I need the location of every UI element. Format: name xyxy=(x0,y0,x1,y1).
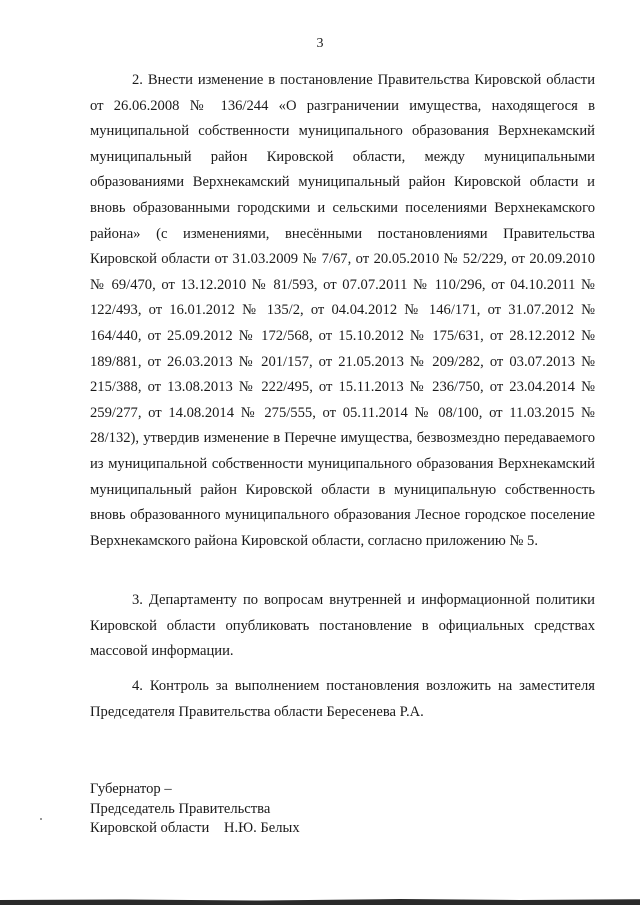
scan-speck xyxy=(40,818,42,820)
paragraph-3: 3. Департаменту по вопросам внутренней и информационной политики Кировской области опубликовать постановление в официальных средствах массовой информации. xyxy=(90,592,595,660)
signature-position-line: Председатель Правительства xyxy=(90,800,271,817)
signature-title-line: Губернатор – xyxy=(90,781,172,797)
paragraph-2: 2. Внести изменение в постановление Правительства Кировской области от 26.06.2008 № 136/244 «О разграничении имущества, находящегося в муниципальной собственности муниципального образования Верхнекамский муниципальный район Кировской области, между муниципальными образованиями Верхнекамский муниципальный район Кировской области и вновь образованными городскими и сельскими поселениями Верхнекамского района» (с изменениями, внесёнными постановлениями Правительства Кировской области от 31.03.2009 № 7/67, от 20.05.2010 № 52/229, от 20.09.2010 № 69/470, от 13.12.2010 № 81/593, от 07.07.2011 № 110/296, от 04.10.2011 № 122/493, от 16.01.2012 № 135/2, от 04.04.2012 № 146/171, от 31.07.2012 № 164/440, от 25.09.2012 № 172/568, от 15.10.2012 № 175/631, от 28.12.2012 № 189/881, от 26.03.2013 № 201/157, от 21.05.2013 № 209/282, от 03.07.2013 № 215/388, от 13.08.2013 № 222/495, от 15.11.2013 № 236/750, от 23.04.2014 № 259/277, от 14.08.2014 № 275/555, от 05.11.2014 № 08/100, от 11.03.2015 № 28/132), утвердив изменение в Перечне имущества, безвозмездно передаваемого из муниципальной собственности муниципального образования Верхнекамский муниципальный район Кировской области в муниципальную собственность вновь образованного муниципального образования Лесное городское поселение Верхнекамского района Кировской области, согласно приложению № 5. xyxy=(90,72,595,549)
signature-name-line: Кировской области Н.Ю. Белых xyxy=(90,820,300,836)
page-number: 3 xyxy=(316,36,324,51)
paragraph-4: 4. Контроль за выполнением постановления возложить на заместителя Председателя Правительства области Бересенева Р.А. xyxy=(90,678,595,720)
signature-block xyxy=(90,780,490,839)
scan-bottom-edge xyxy=(0,893,640,905)
